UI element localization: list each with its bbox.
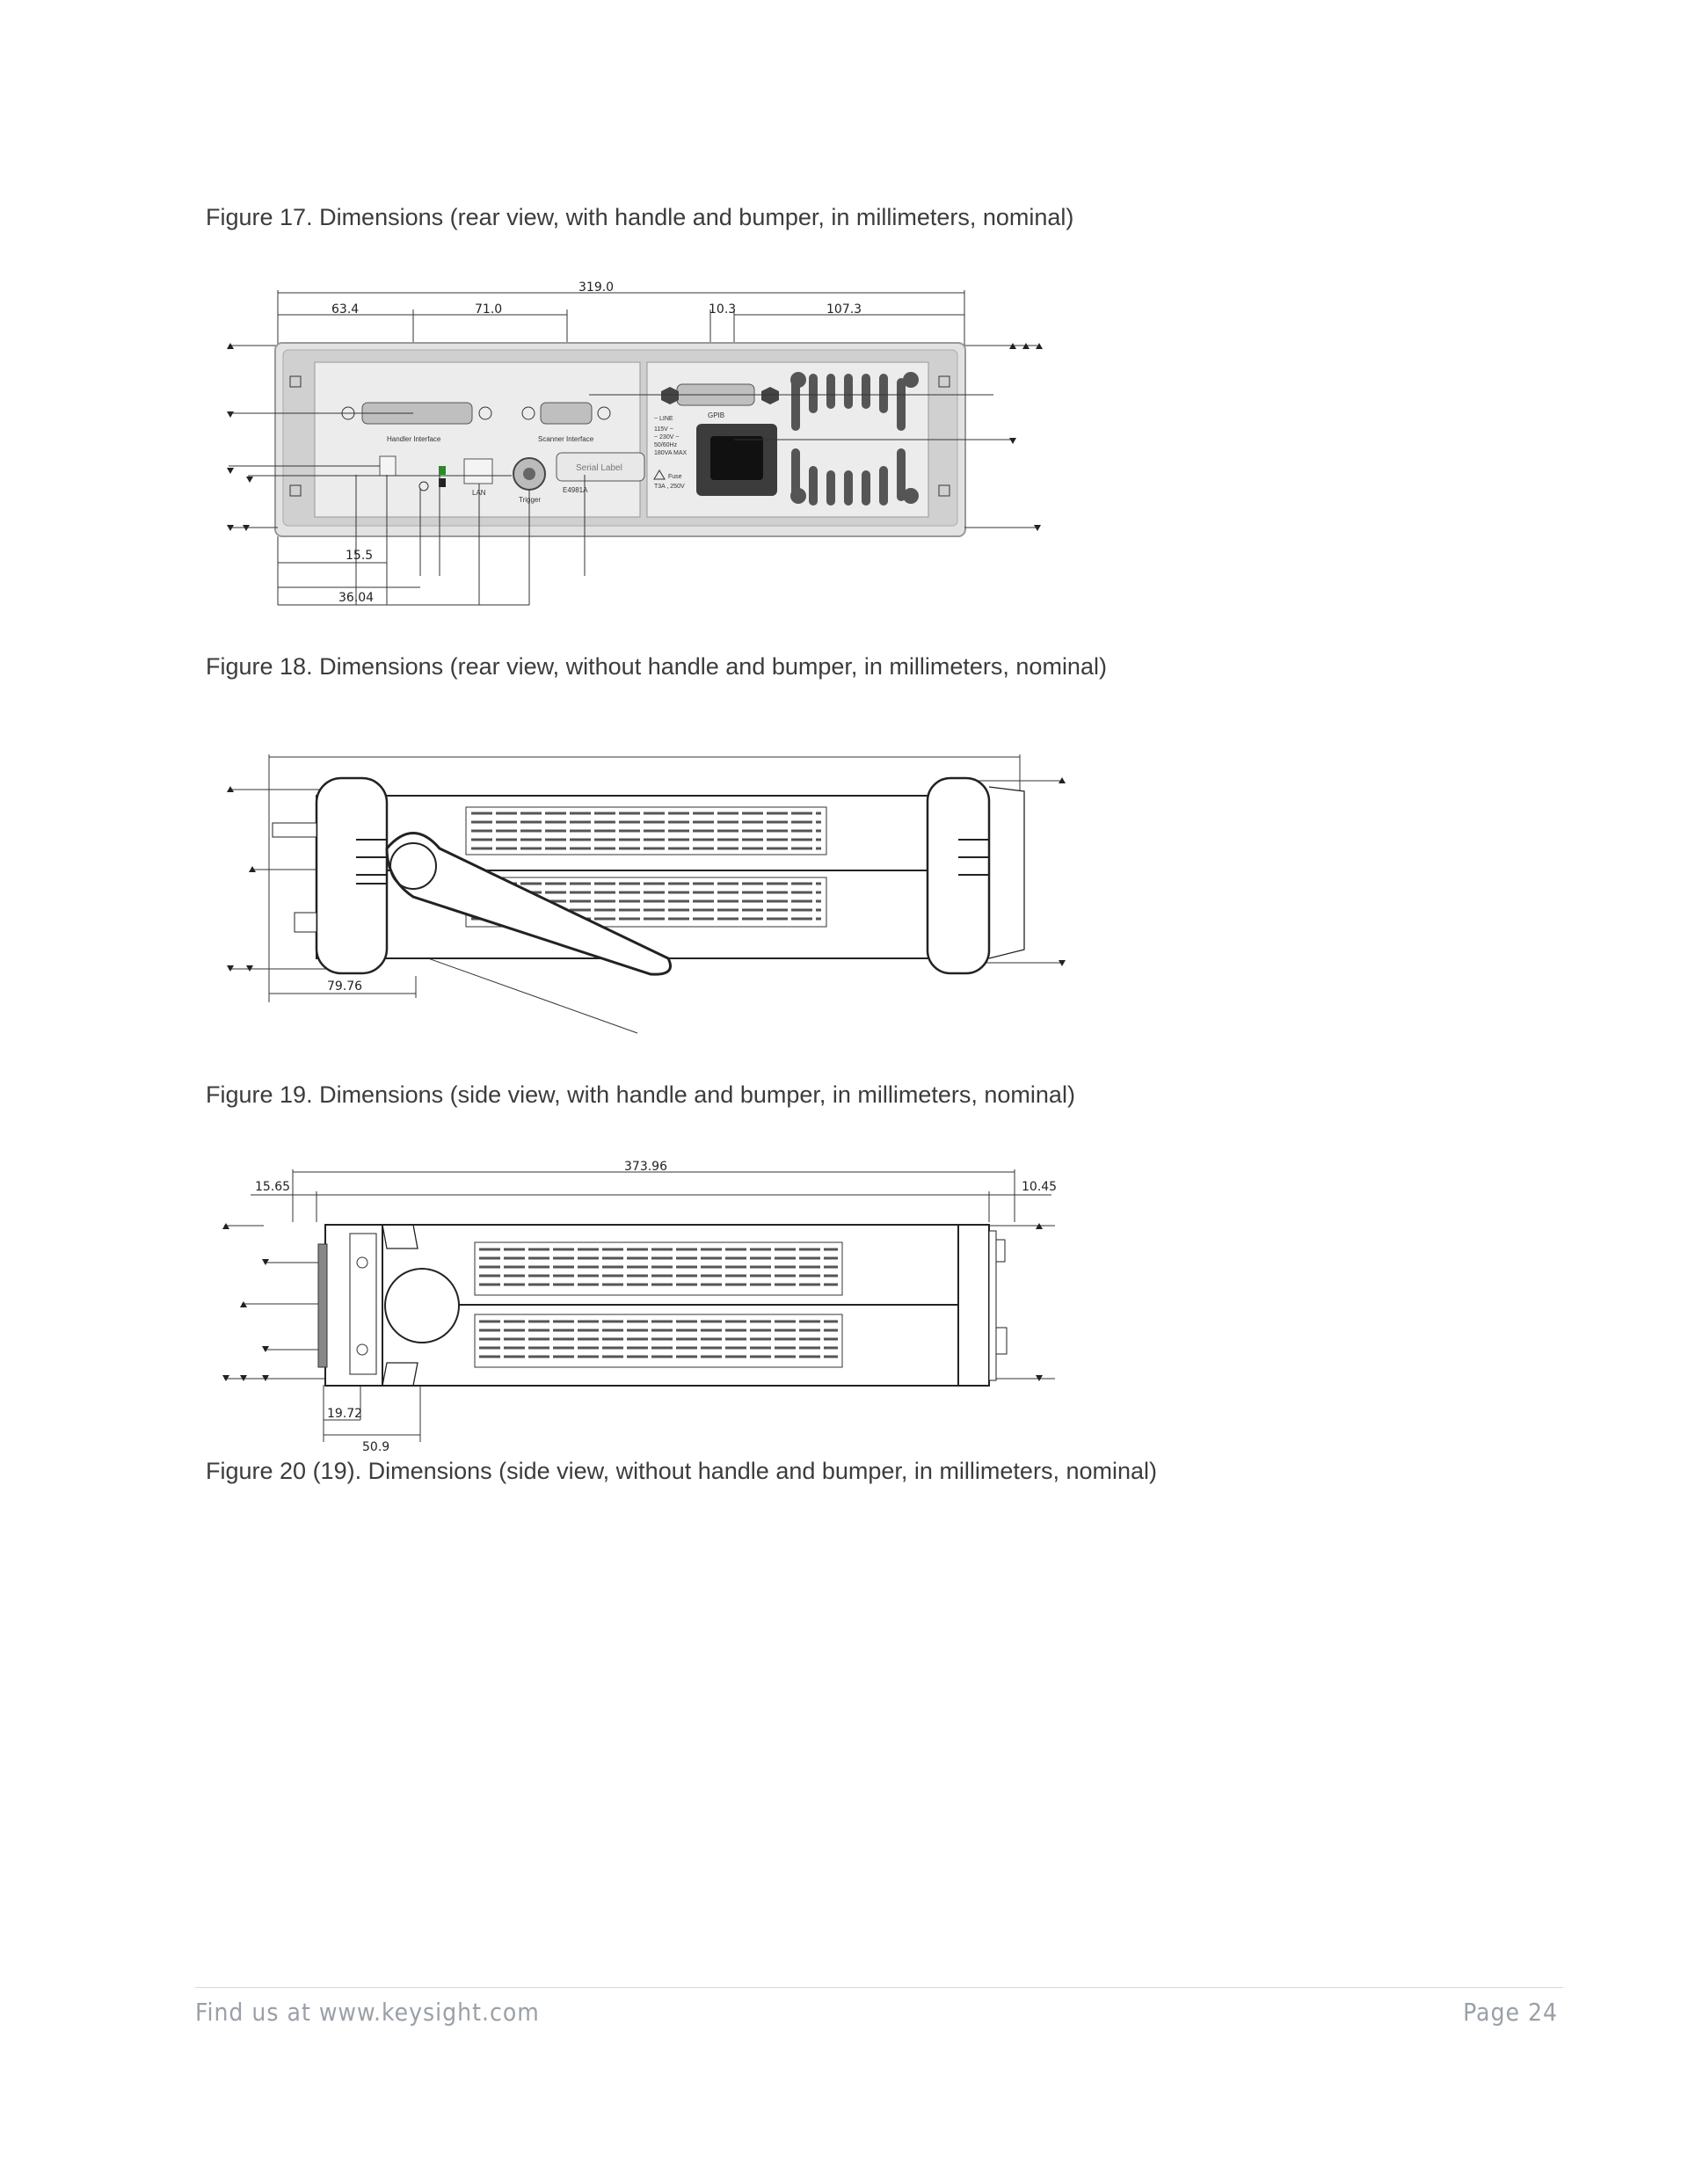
figure-17-caption: Figure 17. Dimensions (rear view, with handle and bumper, in millimeters, nominal) xyxy=(206,204,1074,230)
dim-50-9: 50.9 xyxy=(362,1440,390,1454)
line-voltage-1: 115V ~ xyxy=(654,426,673,433)
dim-10-45: 10.45 xyxy=(1022,1180,1058,1194)
footer-divider xyxy=(195,1987,1563,1988)
figure-20-caption: Figure 20 (19). Dimensions (side view, without handle and bumper, in millimeters, nominal) xyxy=(206,1458,1157,1484)
plain-vents-upper xyxy=(475,1242,842,1295)
lan-label: LAN xyxy=(472,489,486,497)
dim-79-76: 79.76 xyxy=(327,979,363,994)
dim-373-96: 373.96 xyxy=(624,1160,667,1174)
line-voltage-2: ~ 230V ~ xyxy=(654,434,680,440)
gpib-label: GPIB xyxy=(708,411,725,419)
model-number: E4981A xyxy=(563,486,588,494)
figure-18-caption: Figure 18. Dimensions (rear view, without handle and bumper, in millimeters, nominal) xyxy=(206,653,1107,680)
figure-19-caption: Figure 19. Dimensions (side view, with handle and bumper, in millimeters, nominal) xyxy=(206,1081,1075,1108)
plain-vents-lower xyxy=(475,1314,842,1367)
dim-36-04: 36.04 xyxy=(338,591,375,605)
line-power: 180VA MAX xyxy=(654,450,688,456)
dim-10-3: 10.3 xyxy=(709,302,737,317)
dim-15-5: 15.5 xyxy=(346,549,374,563)
footer-website[interactable]: Find us at www.keysight.com xyxy=(195,1998,540,2027)
line-frequency: 50/60Hz xyxy=(654,442,678,448)
fuse-label: Fuse xyxy=(668,474,682,480)
scanner-interface-label: Scanner Interface xyxy=(538,435,594,443)
dim-15-65: 15.65 xyxy=(255,1180,291,1194)
trigger-label: Trigger xyxy=(519,496,542,504)
dim-107-3: 107.3 xyxy=(826,302,862,317)
serial-label-text: Serial Label xyxy=(576,463,622,473)
dim-63-4: 63.4 xyxy=(331,302,360,317)
dim-overall-width: 319.0 xyxy=(578,280,615,295)
line-title: ~ LINE xyxy=(654,416,673,422)
handler-interface-label: Handler Interface xyxy=(387,435,441,443)
dim-19-72: 19.72 xyxy=(327,1407,363,1421)
footer-page-number: Page 24 xyxy=(1463,1998,1558,2027)
fuse-rating: T3A , 250V xyxy=(654,484,685,490)
dim-71-0: 71.0 xyxy=(475,302,503,317)
